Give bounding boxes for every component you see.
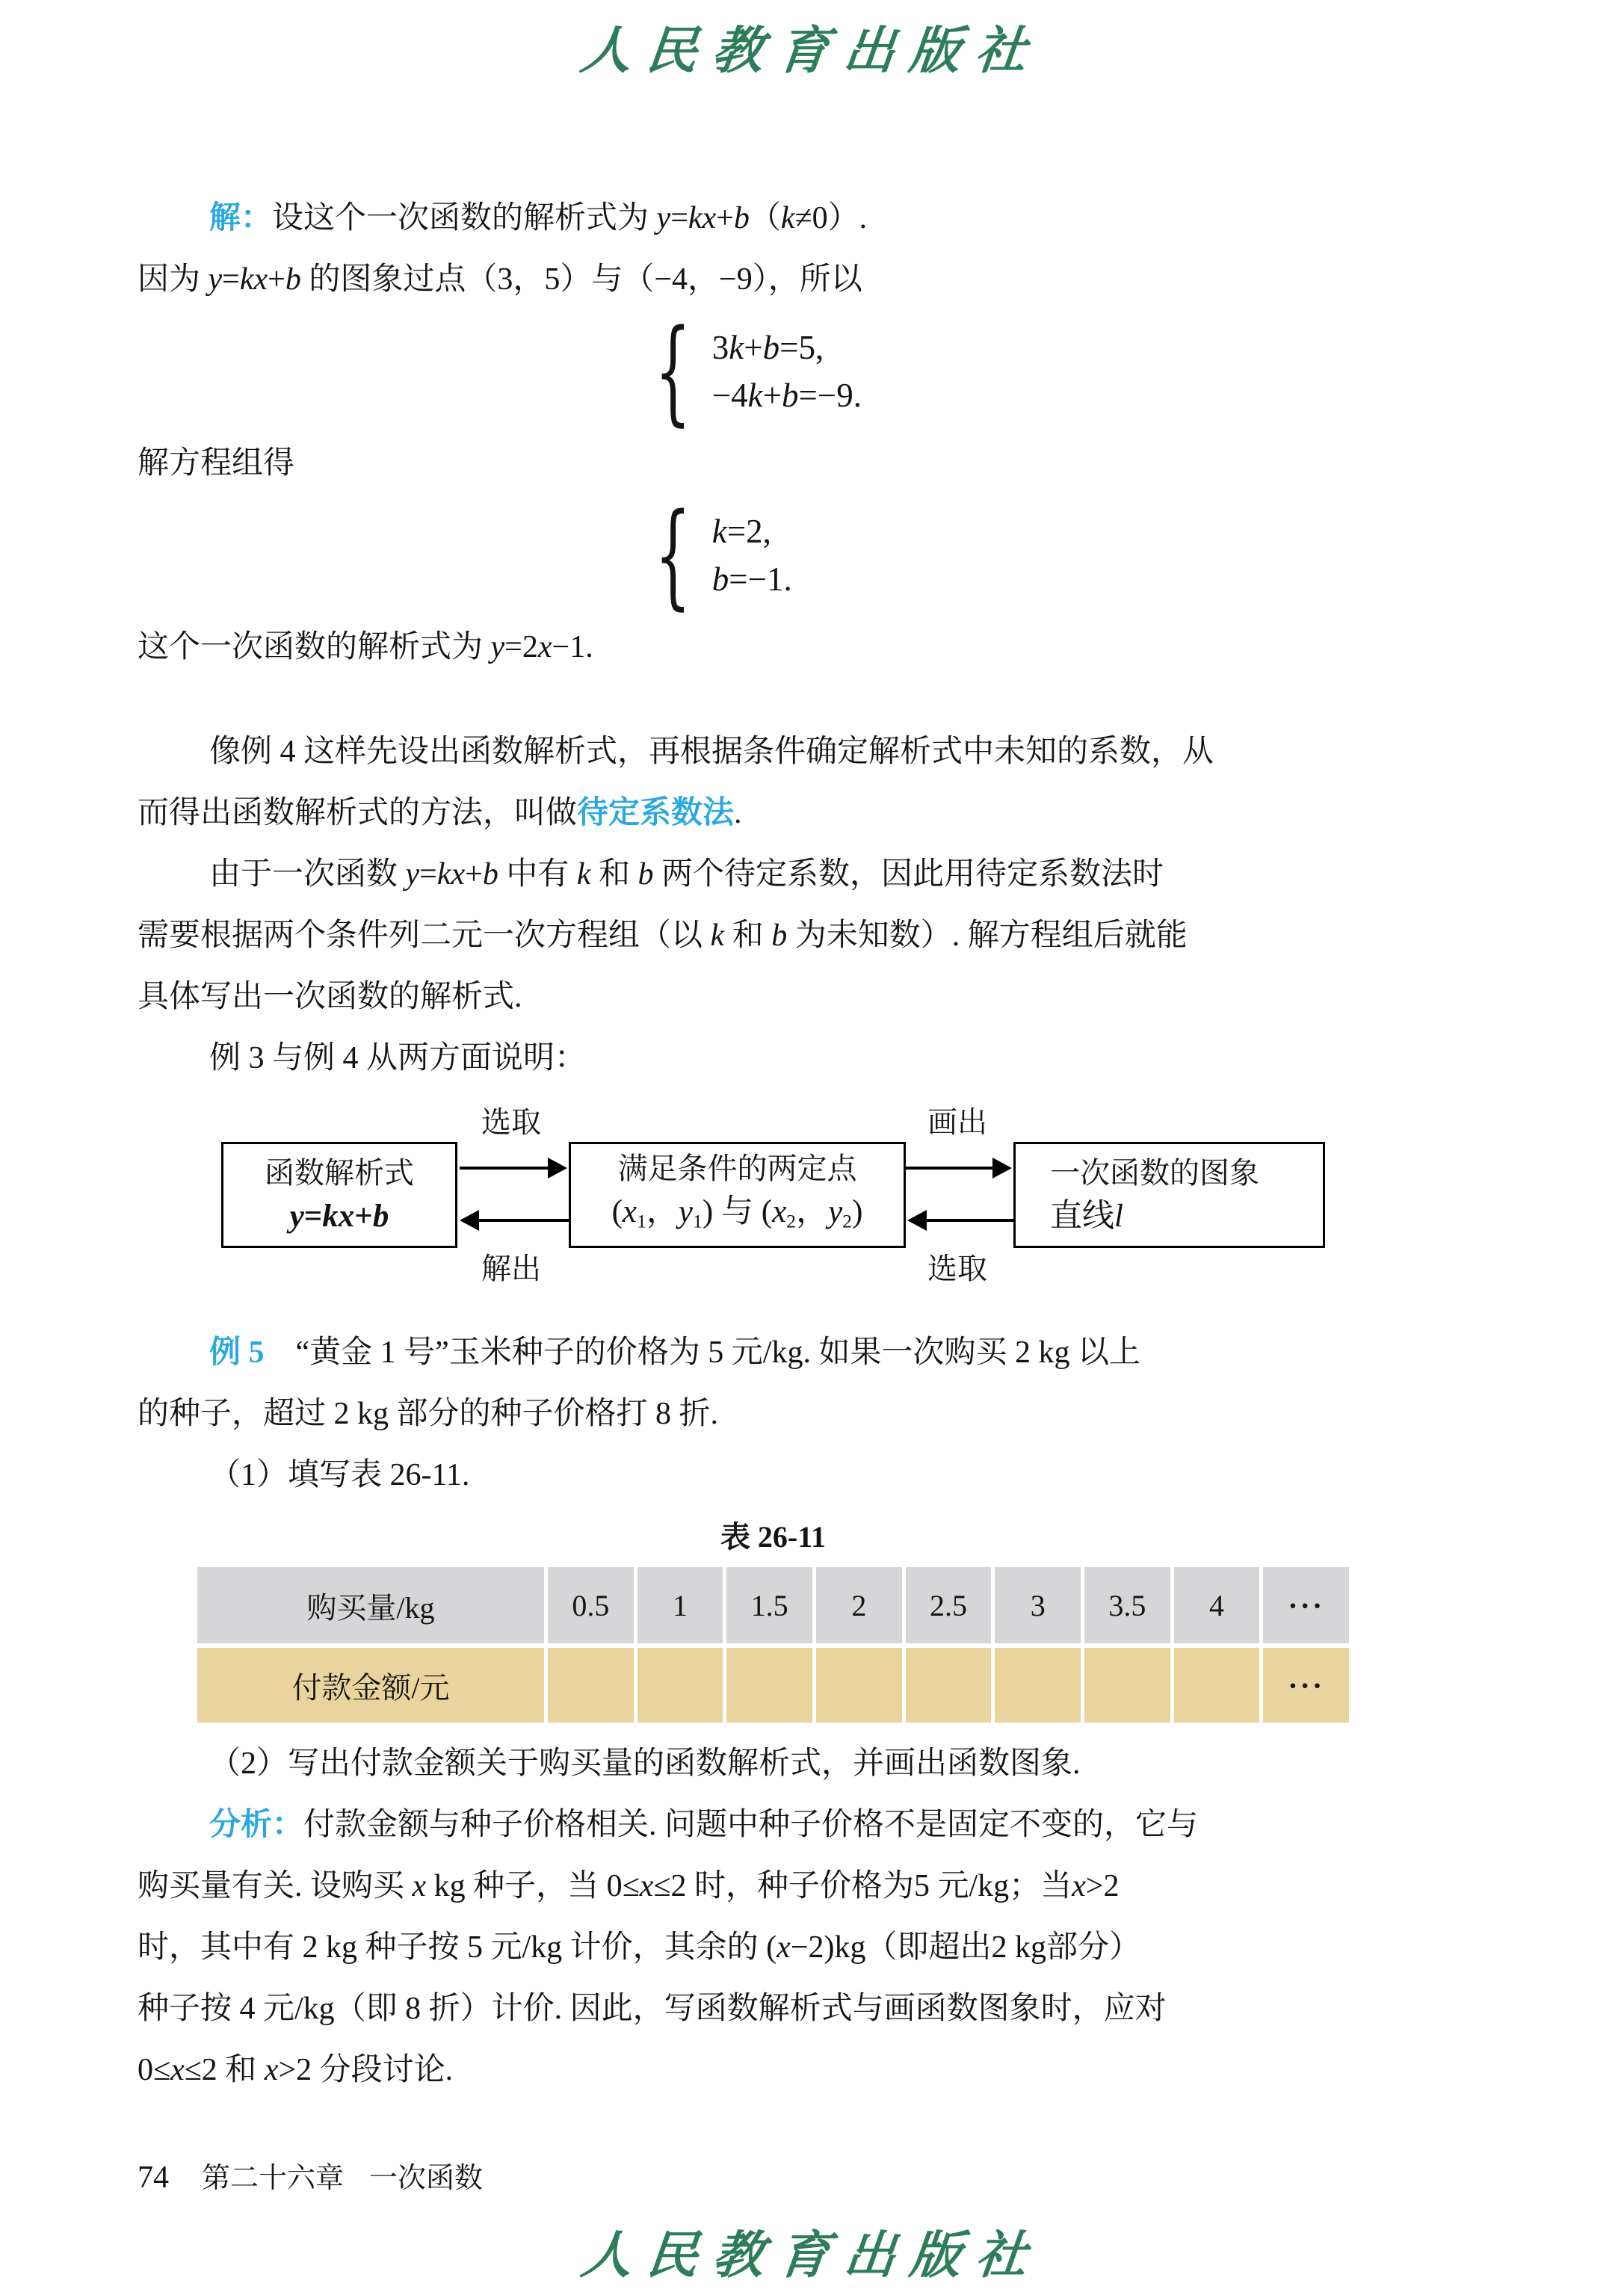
box-line: 一次函数的图象 [1050, 1156, 1259, 1190]
flow-diagram [138, 1101, 1494, 1309]
analysis-line-1: 分析：付款金额与种子价格相关. 问题中种子价格不是固定不变的，它与 [209, 1808, 1199, 1842]
paragraph-coefficients-line-1: 由于一次函数 y=kx+b 中有 k 和 b 两个待定系数，因此用待定系数法时 [209, 857, 1164, 892]
table-cell: 3.5 [1081, 1567, 1170, 1643]
analysis-line-3: 时，其中有 2 kg 种子按 5 元/kg 计价，其余的 (x−2)kg（即超出2 kg部分） [138, 1930, 1141, 1965]
label-select-1: 选取 [481, 1105, 541, 1139]
table-cell: 1.5 [723, 1567, 812, 1643]
page-content [138, 83, 1494, 2101]
table-26-11 [197, 1567, 1349, 1723]
table-cell: 1 [634, 1567, 723, 1643]
table-row-payment [197, 1648, 1349, 1723]
equation-system-2 [637, 489, 1494, 621]
box-formula: y=kx+b [289, 1199, 389, 1234]
example5-item-1: （1）填写表 26-11. [209, 1458, 470, 1492]
equation-line: −4k+b=−9. [711, 377, 862, 414]
publisher-logo-bottom: 人民教育出版社 [578, 2225, 1046, 2285]
equation-lines [712, 507, 792, 603]
arrow-solve-bottom-left [479, 1219, 569, 1222]
page-footer [138, 2155, 1624, 2196]
table-cell-empty [544, 1648, 634, 1723]
table-cell: 3 [991, 1567, 1081, 1643]
table-cell: 4 [1170, 1567, 1260, 1643]
paragraph-examples-note: 例 3 与例 4 从两方面说明： [209, 1041, 587, 1075]
equation-line: b=−1. [711, 560, 792, 598]
publisher-logo-top: 人民教育出版社 [577, 21, 1045, 81]
solution-result-line: 这个一次函数的解析式为 y=2x−1. [138, 630, 593, 664]
box-points: ($x_1$，$y_1$) 与 ($x_2$，$y_2$) [611, 1193, 863, 1232]
table-cell: 0.5 [544, 1567, 634, 1643]
label-select-2: 选取 [927, 1252, 987, 1285]
label-draw: 画出 [927, 1105, 987, 1139]
table-caption: 表 26-11 [720, 1520, 827, 1554]
example5-item-2: （2）写出付款金额关于购买量的函数解析式，并画出函数图象. [209, 1746, 1081, 1781]
equation-system-1 [637, 305, 1494, 437]
left-brace: { [655, 489, 691, 621]
example5-line-1: 例 5 “黄金 1 号”玉米种子的价格为 5 元/kg. 如果一次购买 2 kg 以上 [209, 1335, 1140, 1370]
box-two-points [569, 1142, 906, 1248]
arrow-draw-top-right [906, 1167, 992, 1170]
table-cell-empty [812, 1648, 902, 1723]
table-cell-empty [991, 1648, 1081, 1723]
table-cell-empty [1081, 1648, 1170, 1723]
solution-line-2: 因为 y=kx+b 的图象过点（3，5）与（−4，−9），所以 [138, 262, 862, 297]
table-row-quantity [197, 1567, 1349, 1643]
paragraph-coefficients-line-2: 需要根据两个条件列二元一次方程组（以 k 和 b 为未知数）. 解方程组后就能 [138, 918, 1188, 953]
left-brace: { [655, 305, 691, 437]
section-title: 一次函数 [369, 2163, 484, 2194]
page-number: 74 [138, 2160, 169, 2195]
table-cell-ellipsis: ··· [1259, 1567, 1349, 1643]
table-cell-empty [723, 1648, 812, 1723]
arrow-select-bottom-right [927, 1219, 1013, 1222]
example5-line-2: 的种子，超过 2 kg 部分的种子价格打 8 折. [138, 1397, 719, 1431]
table-cell-empty [634, 1648, 723, 1723]
paragraph-coefficients-line-3: 具体写出一次函数的解析式. [138, 980, 522, 1014]
analysis-line-4: 种子按 4 元/kg（即 8 折）计价. 因此，写函数解析式与画函数图象时，应对 [138, 1992, 1167, 2026]
equation-line: k=2, [711, 513, 771, 550]
box-function-expression [221, 1142, 457, 1248]
table-cell: 购买量/kg [197, 1567, 544, 1643]
box-line-l: 直线l [1050, 1199, 1123, 1234]
table-cell-empty [902, 1648, 992, 1723]
table-cell: 付款金额/元 [197, 1648, 544, 1723]
label-solve: 解出 [481, 1252, 541, 1285]
equation-lines [712, 324, 862, 419]
paragraph-method-line-1: 像例 4 这样先设出函数解析式，再根据条件确定解析式中未知的系数，从 [209, 735, 1214, 769]
box-function-graph [1013, 1142, 1325, 1248]
equation-line: 3k+b=5, [711, 329, 824, 366]
spacer [138, 678, 1494, 721]
solve-system-text: 解方程组得 [138, 446, 295, 481]
table-cell-empty [1170, 1648, 1260, 1723]
table-cell: 2 [812, 1567, 902, 1643]
arrow-select-top-left [460, 1167, 548, 1170]
analysis-line-2: 购买量有关. 设购买 x kg 种子，当 0≤x≤2 时，种子价格为5 元/kg；当x>2 [138, 1869, 1120, 1903]
table-cell-ellipsis: ··· [1259, 1648, 1349, 1723]
solution-line-1: 解：设这个一次函数的解析式为 y=kx+b（k≠0）. [209, 201, 868, 235]
analysis-line-5: 0≤x≤2 和 x>2 分段讨论. [138, 2053, 454, 2087]
box-line: 满足条件的两定点 [617, 1151, 857, 1185]
box-line: 函数解析式 [265, 1156, 414, 1190]
paragraph-method-line-2: 而得出函数解析式的方法，叫做待定系数法. [138, 796, 742, 830]
chapter-title: 第二十六章 [202, 2163, 345, 2194]
table-cell: 2.5 [902, 1567, 992, 1643]
